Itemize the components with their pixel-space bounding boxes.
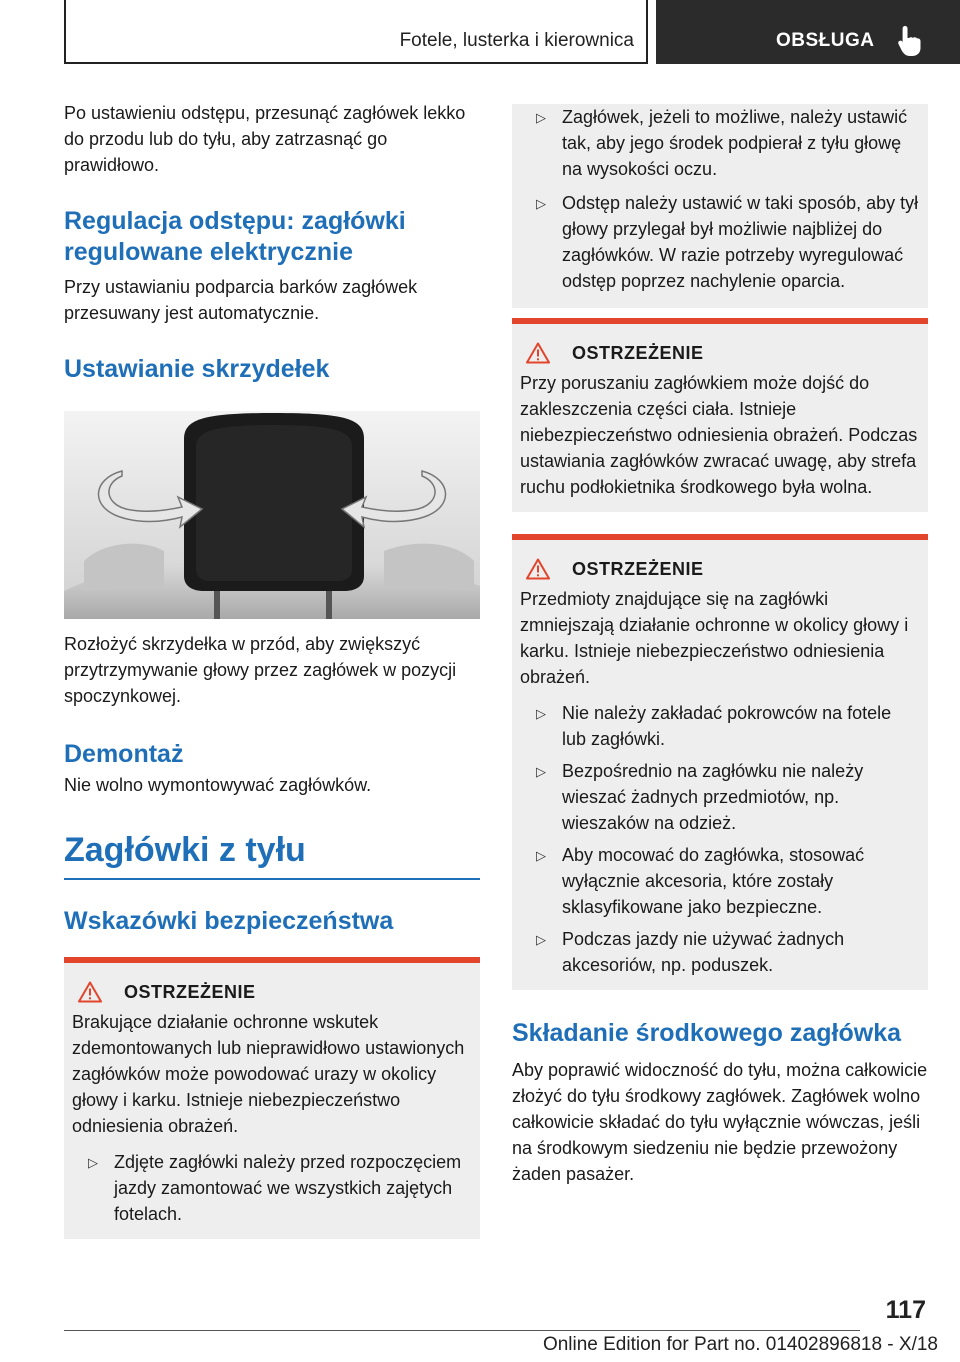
footer-edition: Online Edition for Part no. 01402896818 - X/18 xyxy=(542,1334,938,1355)
bullet-triangle-icon: ▷ xyxy=(536,764,546,779)
list-item xyxy=(520,104,920,182)
list-item-text: Aby mocować do zagłówka, stosować wyłącznie akcesoria, które zostały sklasyfikowane jako bezpieczne. xyxy=(562,845,865,917)
right-column xyxy=(512,104,928,1187)
bullet-triangle-icon: ▷ xyxy=(536,196,546,211)
bullet-triangle-icon: ▷ xyxy=(88,1155,98,1170)
warning-title: OSTRZEŻENIE xyxy=(124,981,256,1002)
warning-text: Brakujące działanie ochronne wskutek zdemontowanych lub nieprawidłowo ustawionych zagłówków może powodować urazy w okolicy głowy i karku. Istnieje niebezpieczeństwo odniesienia obrażeń. xyxy=(72,1012,465,1136)
left-column xyxy=(64,100,480,1239)
list-item xyxy=(72,1149,472,1227)
pointing-hand-icon xyxy=(896,24,926,58)
header-chapter-title: Fotele, lusterka i kierownica xyxy=(399,30,634,51)
paragraph-demontaz: Nie wolno wymontowywać zagłówków. xyxy=(64,775,372,795)
warning-title: OSTRZEŻENIE xyxy=(572,558,704,579)
list-item-text: Zdjęte zagłówki należy przed rozpoczęciem jazdy zamontować we wszystkich zajętych fotelach. xyxy=(114,1152,462,1224)
heading-wskazowki: Wskazówki bezpieczeństwa xyxy=(64,907,394,935)
list-item-text: Nie należy zakładać pokrowców na fotele lub zagłówki. xyxy=(562,703,892,749)
heading-skladanie: Składanie środkowego zagłówka xyxy=(512,1019,902,1047)
list-item xyxy=(520,842,920,920)
header-section-label: OBSŁUGA xyxy=(776,30,875,51)
bullet-triangle-icon: ▷ xyxy=(536,706,546,721)
instruction-box xyxy=(512,104,928,308)
page-number: 117 xyxy=(885,1296,926,1324)
list-item xyxy=(520,190,920,294)
warning-triangle-icon xyxy=(526,342,550,364)
chapter-rule xyxy=(64,878,480,880)
header-section-box xyxy=(656,0,960,64)
headrest-image xyxy=(64,411,480,619)
warning-box-1 xyxy=(64,957,480,1239)
warning-triangle-icon xyxy=(526,558,550,580)
warning-box-3 xyxy=(512,534,928,990)
list-item xyxy=(520,700,920,752)
heading-regulacja: Regulacja odstępu: zagłówki regulowane elektrycznie xyxy=(64,207,406,266)
bullet-triangle-icon: ▷ xyxy=(536,110,546,125)
warning-text: Przedmioty znajdujące się na zagłówki zmniejszają działanie ochronne w okolicy głowy i karku. Istnieje niebezpieczeństwo odniesienia obrażeń. xyxy=(520,589,909,687)
list-item-text: Bezpośrednio na zagłówku nie należy wieszać żadnych przedmiotów, np. wieszaków na odzież. xyxy=(562,761,864,833)
paragraph-skladanie: Aby poprawić widoczność do tyłu, można całkowicie złożyć do tyłu środkowy zagłówek. Zagłówek wolno całkowicie składać do tyłu wyłącznie wówczas, jeśli na środkowym siedzeniu nie będzie przewożony żaden pasażer. xyxy=(512,1060,928,1184)
intro-paragraph: Po ustawieniu odstępu, przesunąć zagłówek lekko do przodu lub do tyłu, aby zatrzasnąć go prawidłowo. xyxy=(64,103,466,175)
list-item xyxy=(520,758,920,836)
list-item xyxy=(520,926,920,978)
warning-header xyxy=(520,338,920,368)
list-item-text: Odstęp należy ustawić w taki sposób, aby tył głowy przylegał był możliwie najbliżej do zagłówków. W razie potrzeby wyregulować odstęp poprzez nachylenie oparcia. xyxy=(562,193,919,291)
bullet-triangle-icon: ▷ xyxy=(536,932,546,947)
list-item-text: Zagłówek, jeżeli to możliwe, należy ustawić tak, aby jego środek podpierał z tyłu głowę na wysokości oczu. xyxy=(562,107,908,179)
heading-skrzydelka: Ustawianie skrzydełek xyxy=(64,355,330,383)
warning-header xyxy=(520,554,920,584)
bullet-triangle-icon: ▷ xyxy=(536,848,546,863)
list-item-text: Podczas jazdy nie używać żadnych akcesoriów, np. poduszek. xyxy=(562,929,845,975)
warning-title: OSTRZEŻENIE xyxy=(572,342,704,363)
warning-box-2 xyxy=(512,318,928,512)
footer-rule xyxy=(64,1330,860,1331)
headrest-wings-illustration xyxy=(64,411,480,619)
header-chapter-box xyxy=(64,0,648,64)
warning-triangle-icon xyxy=(78,981,102,1003)
chapter-heading: Zagłówki z tyłu xyxy=(64,831,306,869)
paragraph-regulacja: Przy ustawianiu podparcia barków zagłówek przesuwany jest automatycznie. xyxy=(64,277,418,323)
heading-demontaz: Demontaż xyxy=(64,740,184,768)
paragraph-skrzydelka: Rozłożyć skrzydełka w przód, aby zwiększyć przytrzymywanie głowy przez zagłówek w pozycji spoczynkowej. xyxy=(64,634,457,706)
warning-text: Przy poruszaniu zagłówkiem może dojść do zakleszczenia części ciała. Istnieje niebezpieczeństwo odniesienia obrażeń. Podczas ustawiania zagłówków zwracać uwagę, aby strefa ruchu podłokietnika środkowego była wolna. xyxy=(520,373,918,497)
warning-header xyxy=(72,977,472,1007)
